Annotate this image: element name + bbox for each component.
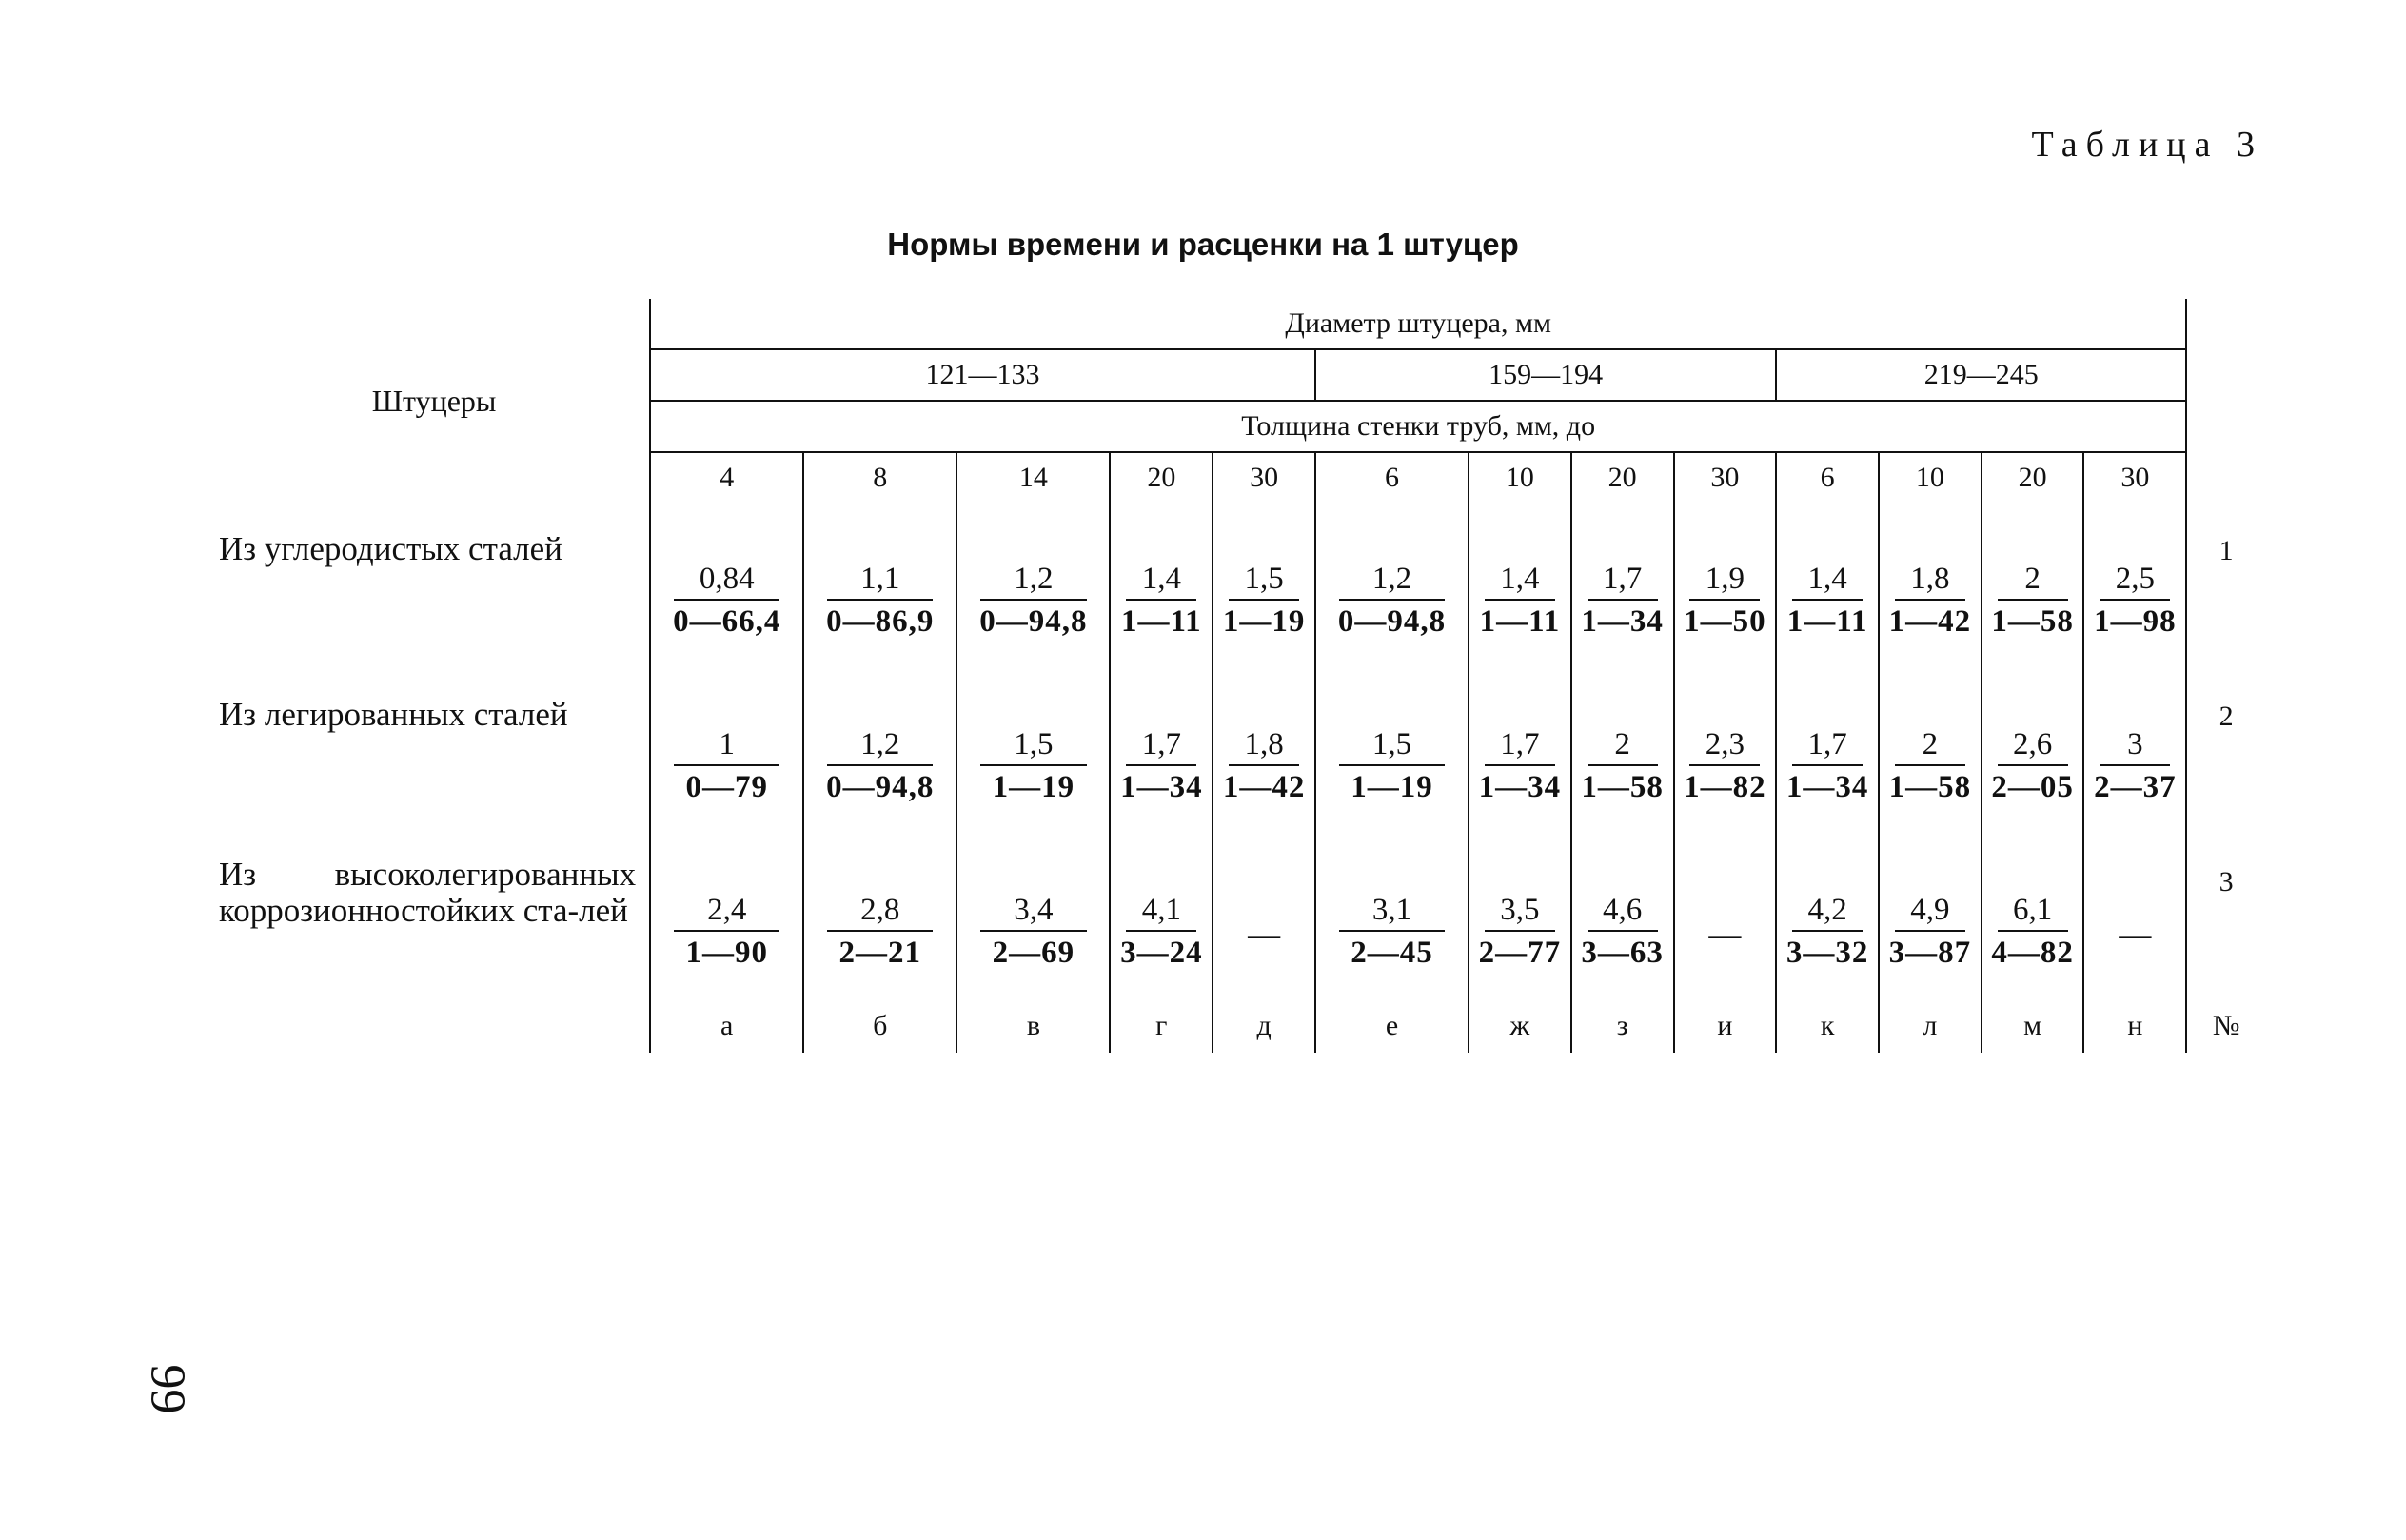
norm-rate-fraction <box>1213 727 1314 805</box>
rate-value: 2—37 <box>2094 770 2177 804</box>
norm-rate-fraction <box>1572 727 1673 805</box>
column-letter: в <box>956 999 1110 1053</box>
table-cell <box>1571 503 1674 668</box>
time-norm-value: 1,8 <box>1229 727 1299 766</box>
norm-rate-fraction <box>1982 562 2083 640</box>
number-header <box>2186 299 2265 503</box>
rate-value: 0—94,8 <box>1337 604 1447 639</box>
norm-rate-fraction <box>1111 562 1212 640</box>
norm-rate-fraction <box>1675 727 1776 805</box>
norm-rate-fraction <box>1111 727 1212 805</box>
diameter-group-2: 159—194 <box>1315 349 1776 401</box>
column-letter: л <box>1879 999 1982 1053</box>
table-cell <box>803 668 956 834</box>
rate-value: 1—11 <box>1786 604 1868 639</box>
table-cell <box>956 503 1110 668</box>
diameter-header: Диаметр штуцера, мм <box>650 299 2186 349</box>
column-letter: а <box>650 999 803 1053</box>
column-letters-row <box>219 999 2265 1053</box>
table-cell <box>1213 503 1315 668</box>
rate-value: 1—58 <box>1581 770 1664 804</box>
time-norm-value: 1,7 <box>1792 727 1863 766</box>
time-norm-value: 2,5 <box>2100 562 2170 601</box>
table-row <box>219 834 2265 999</box>
thickness-column-header: 30 <box>1674 452 1777 503</box>
column-letter: м <box>1982 999 2084 1053</box>
table-cell <box>1982 668 2084 834</box>
table-cell <box>1571 668 1674 834</box>
time-norm-value: 4,6 <box>1588 893 1658 932</box>
time-norm-value: 3 <box>2100 727 2170 766</box>
table-row <box>219 668 2265 834</box>
table-cell <box>650 503 803 668</box>
time-norm-value: 1,5 <box>1229 562 1299 601</box>
rate-value: 1—34 <box>1581 604 1664 639</box>
table-label: Таблица 3 <box>2031 125 2263 165</box>
rate-value: 0—94,8 <box>826 770 935 804</box>
time-norm-value: 1,5 <box>980 727 1086 766</box>
norm-rate-fraction <box>1469 562 1570 640</box>
time-norm-value: 2,8 <box>827 893 933 932</box>
rate-value: 2—21 <box>838 936 922 970</box>
time-norm-value: 1,4 <box>1792 562 1863 601</box>
table-cell <box>1110 668 1213 834</box>
time-norm-value: 1,4 <box>1485 562 1555 601</box>
table-row <box>219 503 2265 668</box>
norm-rate-fraction <box>2084 727 2185 805</box>
table-title: Нормы времени и расценки на 1 штуцер <box>887 227 1519 262</box>
table-cell <box>1469 834 1571 999</box>
rate-value: 3—87 <box>1888 936 1972 970</box>
table-cell <box>1315 834 1469 999</box>
norm-rate-fraction <box>1316 562 1468 640</box>
time-norm-value: 4,2 <box>1792 893 1863 932</box>
time-norm-value: 3,5 <box>1485 893 1555 932</box>
row-number: 2 <box>2219 701 2234 732</box>
time-norm-value: 1,1 <box>827 562 933 601</box>
time-norm-value: 2,4 <box>674 893 779 932</box>
table-cell <box>1469 503 1571 668</box>
table-cell <box>803 503 956 668</box>
table-cell <box>1776 834 1879 999</box>
row-name: Из легированных сталей <box>219 696 568 733</box>
thickness-column-header: 10 <box>1879 452 1982 503</box>
rate-value: 2—69 <box>992 936 1075 970</box>
table-cell <box>650 834 803 999</box>
row-name: Из высоколегированных коррозионностойких ста-лей <box>219 856 637 929</box>
row-number: 1 <box>2219 535 2234 566</box>
table-cell <box>1879 503 1982 668</box>
norm-rate-fraction <box>651 727 802 805</box>
rate-value: 1—58 <box>1888 770 1972 804</box>
rate-value: 2—45 <box>1351 936 1433 970</box>
rate-value: 1—34 <box>1785 770 1869 804</box>
time-norm-value: 1,2 <box>827 727 933 766</box>
thickness-column-header: 6 <box>1315 452 1469 503</box>
norm-rate-fraction <box>1777 893 1878 971</box>
column-letter: з <box>1571 999 1674 1053</box>
table-cell <box>803 834 956 999</box>
blank-cell <box>219 999 650 1053</box>
time-norm-value: 2,3 <box>1689 727 1760 766</box>
table-cell <box>1213 834 1315 999</box>
diameter-group-3: 219—245 <box>1776 349 2186 401</box>
column-letter: е <box>1315 999 1469 1053</box>
rate-value: 0—86,9 <box>826 604 935 639</box>
time-norm-value: 1,8 <box>1895 562 1965 601</box>
column-letter: ж <box>1469 999 1571 1053</box>
norm-rate-fraction <box>1316 893 1468 971</box>
table-cell <box>1879 668 1982 834</box>
row-number: 3 <box>2219 866 2234 898</box>
time-norm-value: 2 <box>1588 727 1658 766</box>
norm-rate-fraction <box>1982 893 2083 971</box>
time-norm-value: 0,84 <box>674 562 779 601</box>
norm-rate-fraction <box>1675 562 1776 640</box>
norm-rate-fraction <box>1316 727 1468 805</box>
norm-rate-fraction <box>1469 727 1570 805</box>
time-norm-value: 1,7 <box>1126 727 1196 766</box>
column-letter: к <box>1776 999 1879 1053</box>
norm-rate-fraction <box>2084 562 2185 640</box>
thickness-column-header: 20 <box>1982 452 2084 503</box>
rate-value: 1—98 <box>2094 604 2177 639</box>
table-cell <box>2083 503 2186 668</box>
time-norm-value: 3,4 <box>980 893 1086 932</box>
page-number: 99 <box>140 1364 195 1414</box>
norm-rate-fraction <box>804 562 956 640</box>
rate-value: 2—77 <box>1478 936 1562 970</box>
time-norm-value: 1,7 <box>1485 727 1555 766</box>
norm-rate-fraction <box>1982 727 2083 805</box>
rate-value: 1—19 <box>992 770 1075 804</box>
table-cell <box>1315 668 1469 834</box>
time-norm-value: 1,5 <box>1339 727 1445 766</box>
rate-value: 1—34 <box>1120 770 1203 804</box>
time-norm-value: 2 <box>1895 727 1965 766</box>
table-cell <box>1982 834 2084 999</box>
norm-rate-fraction <box>1111 893 1212 971</box>
table-cell <box>650 668 803 834</box>
column-letter: н <box>2083 999 2186 1053</box>
norm-rate-fraction <box>1880 562 1981 640</box>
dash-value: — <box>1248 917 1281 952</box>
table-cell <box>1982 503 2084 668</box>
rate-value: 1—82 <box>1684 770 1766 804</box>
table-cell <box>1315 503 1469 668</box>
time-norm-value: 1,4 <box>1126 562 1196 601</box>
norm-rate-fraction <box>957 727 1109 805</box>
table-cell <box>2083 668 2186 834</box>
table-cell <box>1776 668 1879 834</box>
table-cell <box>956 668 1110 834</box>
norm-rate-fraction <box>651 562 802 640</box>
norm-rate-fraction <box>1572 893 1673 971</box>
time-norm-value: 2,6 <box>1998 727 2068 766</box>
rate-value: 0—79 <box>685 770 768 804</box>
norm-rate-fraction <box>651 893 802 971</box>
thickness-header: Толщина стенки труб, мм, до <box>650 401 2186 452</box>
table-cell <box>1213 668 1315 834</box>
rate-value: 1—42 <box>1222 770 1306 804</box>
table-cell <box>2083 834 2186 999</box>
table-cell <box>1469 668 1571 834</box>
rate-value: 0—66,4 <box>673 604 781 639</box>
table-cell <box>1674 668 1777 834</box>
table-cell <box>1571 834 1674 999</box>
time-norm-value: 1 <box>674 727 779 766</box>
norm-rate-fraction <box>957 893 1109 971</box>
norm-rate-fraction <box>1777 562 1878 640</box>
rate-value: 0—94,8 <box>979 604 1088 639</box>
thickness-column-header: 30 <box>2083 452 2186 503</box>
thickness-column-header: 30 <box>1213 452 1315 503</box>
rate-value: 1—34 <box>1478 770 1562 804</box>
norm-rate-fraction <box>1572 562 1673 640</box>
norm-rate-fraction <box>804 893 956 971</box>
time-norm-value: 1,2 <box>980 562 1086 601</box>
norms-table <box>219 299 2265 1053</box>
time-norm-value: 1,7 <box>1588 562 1658 601</box>
table-cell <box>1674 503 1777 668</box>
table-cell <box>1776 503 1879 668</box>
column-letter: д <box>1213 999 1315 1053</box>
thickness-column-header: 8 <box>803 452 956 503</box>
norm-rate-fraction <box>1880 727 1981 805</box>
rate-value: 3—63 <box>1581 936 1664 970</box>
diameter-group-1: 121—133 <box>650 349 1315 401</box>
norm-rate-fraction <box>1777 727 1878 805</box>
row-name: Из углеродистых сталей <box>219 530 562 567</box>
row-label-header: Штуцеры <box>371 383 497 418</box>
norm-rate-fraction <box>1880 893 1981 971</box>
rate-value: 3—24 <box>1120 936 1203 970</box>
thickness-column-header: 6 <box>1776 452 1879 503</box>
thickness-column-header: 20 <box>1571 452 1674 503</box>
rate-value: 1—19 <box>1222 604 1306 639</box>
table-cell <box>1110 503 1213 668</box>
rate-value: 1—90 <box>685 936 768 970</box>
time-norm-value: 1,2 <box>1339 562 1445 601</box>
time-norm-value: 6,1 <box>1998 893 2068 932</box>
dash-value: — <box>2119 917 2152 952</box>
norm-rate-fraction <box>1469 893 1570 971</box>
norm-rate-fraction <box>1213 562 1314 640</box>
table-cell <box>1879 834 1982 999</box>
rate-value: 1—11 <box>1479 604 1561 639</box>
column-letter: б <box>803 999 956 1053</box>
time-norm-value: 1,9 <box>1689 562 1760 601</box>
rate-value: 3—32 <box>1785 936 1869 970</box>
dash-value: — <box>1708 917 1742 952</box>
thickness-column-header: 14 <box>956 452 1110 503</box>
rate-value: 1—58 <box>1991 604 2074 639</box>
column-letter: г <box>1110 999 1213 1053</box>
rate-value: 1—11 <box>1120 604 1202 639</box>
time-norm-value: 2 <box>1998 562 2068 601</box>
table-cell <box>1674 834 1777 999</box>
thickness-column-header: 20 <box>1110 452 1213 503</box>
norm-rate-fraction <box>957 562 1109 640</box>
rate-value: 1—19 <box>1351 770 1433 804</box>
rate-value: 4—82 <box>1991 936 2074 970</box>
thickness-column-header: 10 <box>1469 452 1571 503</box>
time-norm-value: 3,1 <box>1339 893 1445 932</box>
thickness-column-header: 4 <box>650 452 803 503</box>
rate-value: 2—05 <box>1991 770 2074 804</box>
rate-value: 1—50 <box>1684 604 1766 639</box>
norm-rate-fraction <box>804 727 956 805</box>
rate-value: 1—42 <box>1888 604 1972 639</box>
table-cell <box>1110 834 1213 999</box>
time-norm-value: 4,1 <box>1126 893 1196 932</box>
column-letter: и <box>1674 999 1777 1053</box>
table-cell <box>956 834 1110 999</box>
number-sign: № <box>2212 1010 2240 1041</box>
time-norm-value: 4,9 <box>1895 893 1965 932</box>
